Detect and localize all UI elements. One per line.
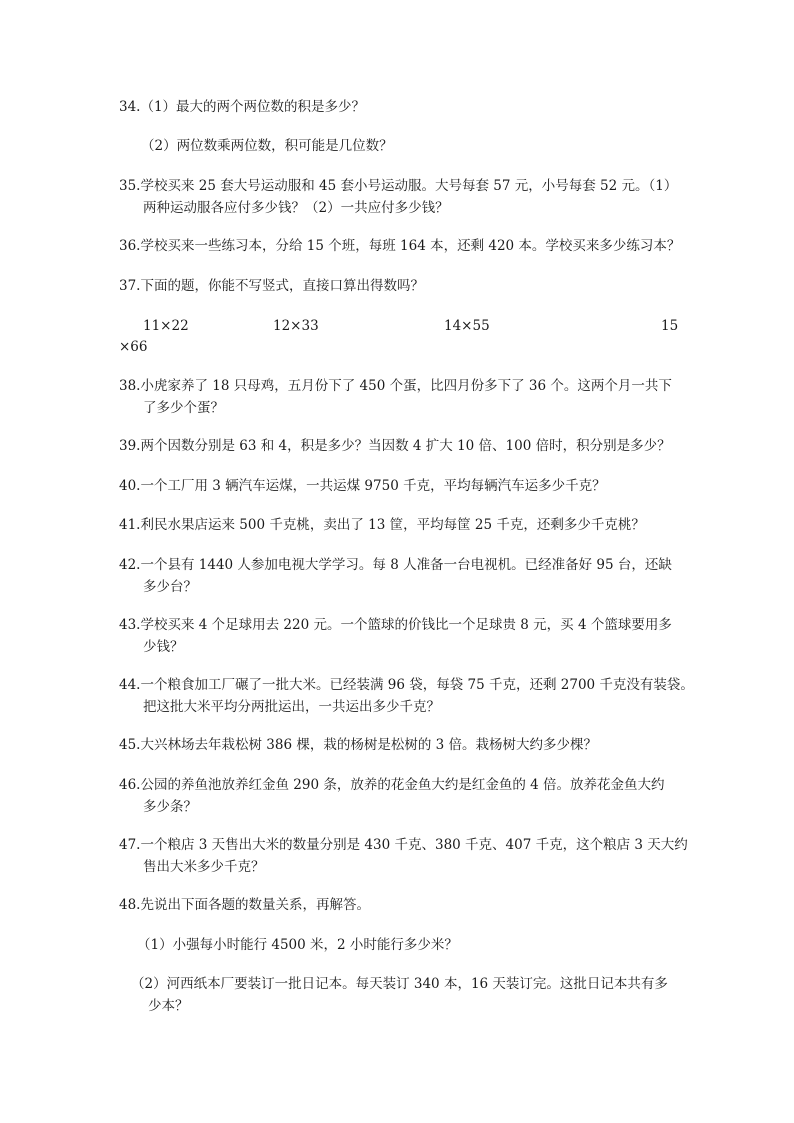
question-38: 38.小虎家养了 18 只母鸡，五月份下了 450 个蛋，比四月份多下了 36 个。这两个月一共下 了多少个蛋？ — [119, 378, 672, 416]
question-37: 37.下面的题，你能不写竖式，直接口算出得数吗？ — [119, 278, 424, 294]
question-34 — [119, 96, 679, 118]
question-40: 40.一个工厂用 3 辆汽车运煤，一共运煤 9750 千克，平均每辆汽车运多少千克？ — [119, 478, 606, 494]
question-42: 42.一个县有 1440 人参加电视大学学习。每 8 人准备一台电视机。已经准备好 95 台，还缺 多少台？ — [119, 557, 672, 595]
calc-item-continued: ×66 — [119, 339, 148, 355]
mental-math-row — [0, 315, 794, 337]
question-41: 41.利民水果店运来 500 千克桃，卖出了 13 筐，平均每筐 25 千克，还剩多少千克桃？ — [119, 517, 645, 533]
question-48-part-2: （2）河西纸本厂要装订一批日记本。每天装订 340 本，16 天装订完。这批日记本共有多 少本？ — [131, 976, 668, 1014]
question-35: 35.学校买来 25 套大号运动服和 45 套小号运动服。大号每套 57 元，小号每套 52 元。（1） 两种运动服各应付多少钱？（2）一共应付多少钱？ — [119, 178, 678, 216]
question-48: 48.先说出下面各题的数量关系，再解答。 — [119, 897, 370, 913]
question-46: 46.公园的养鱼池放养红金鱼 290 条，放养的花金鱼大约是红金鱼的 4 倍。放养花金鱼大约 多少条？ — [119, 777, 665, 815]
question-36: 36.学校买来一些练习本，分给 15 个班，每班 164 本，还剩 420 本。学校买来多少练习本？ — [119, 238, 681, 254]
calc-item: 14×55 — [444, 318, 490, 334]
question-39: 39.两个因数分别是 63 和 4，积是多少？当因数 4 扩大 10 倍、100 倍时，积分别是多少？ — [119, 438, 671, 454]
question-34-text: 34.（1）最大的两个两位数的积是多少？ — [119, 99, 366, 115]
calc-item: 12×33 — [273, 318, 319, 334]
calc-item: 11×22 — [143, 318, 189, 334]
question-48-part-1: （1）小强每小时能行 4500 米，2 小时能行多少米？ — [137, 937, 458, 953]
question-45: 45.大兴林场去年栽松树 386 棵，栽的杨树是松树的 3 倍。栽杨树大约多少棵？ — [119, 737, 597, 753]
question-43: 43.学校买来 4 个足球用去 220 元。一个篮球的价钱比一个足球贵 8 元，买 4 个篮球要用多 少钱？ — [119, 617, 672, 655]
calc-item: 15 — [661, 318, 679, 334]
mental-math-row-wrap — [0, 336, 794, 358]
question-47: 47.一个粮店 3 天售出大米的数量分别是 430 千克、380 千克、407 千克，这个粮店 3 天大约 售出大米多少千克？ — [119, 837, 688, 875]
question-44: 44.一个粮食加工厂碾了一批大米。已经装满 96 袋，每袋 75 千克，还剩 2700 千克没有装袋。 把这批大米平均分两批运出，一共运出多少千克？ — [119, 677, 694, 715]
question-34-part-2: （2）两位数乘两位数，积可能是几位数？ — [141, 138, 393, 154]
